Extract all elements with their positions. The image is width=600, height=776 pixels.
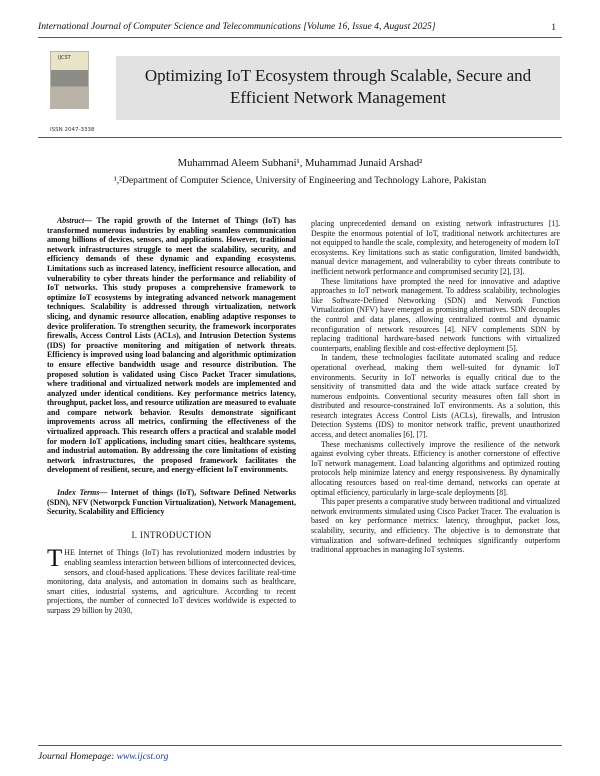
journal-footer: [38, 752, 168, 762]
intro-paragraph-2: These limitations have prompted the need for innovative and adaptive approaches to IoT network management. To address scalability, technologies like Software-Defined Networking (SDN) and Network Function Virtualization (NFV) have emerged as promising alternatives. SDN decouples the control and data planes, allowing centralized control and dynamic reconfiguration of network resources [4]. NFV complements SDN by replacing traditional hardware-based network functions with virtualized counterparts, enabling flexible and cost-effective deployment [5].: [311, 276, 560, 353]
cover-label: IJCST: [58, 55, 71, 61]
index-terms-text: Internet of things (IoT), Software Defined Networks (SDN), NFV (Networpck Function Virtualization), Network Management, Security, Scalability and Efficiency: [47, 488, 296, 517]
section-heading-introduction: I. INTRODUCTION: [131, 529, 212, 540]
intro-paragraph-1: [47, 545, 296, 615]
paper-title: Optimizing IoT Ecosystem through Scalable, Secure and Efficient Network Management: [144, 66, 532, 107]
journal-header: [38, 21, 560, 32]
footer-label: Journal Homepage:: [38, 752, 117, 762]
abstract-text: The rapid growth of the Internet of Things (IoT) has transformed numerous industries by enabling seamless communication among billions of devices, sensors, and applications. However, traditional network infrastructures struggle to meet the scalability, security, and efficiency demands of these dynamic and expanding ecosystems. Limitations such as increased latency, inefficient resource allocation, and vulnerability to cyber threats hinder the performance and reliability of IoT networks. This study proposes a comprehensive framework to optimize IoT ecosystems by integrating advanced network management techniques. Scalability is addressed through virtualization, network slicing, and dynamic resource allocation, enabling adaptive responses to device proliferation. To strengthen security, the framework incorporates firewalls, Access Control Lists (ACLs), and Intrusion Detection Systems (IDS) for proactive monitoring and mitigation of network threats. Efficiency is improved using load balancing and algorithmic optimization to ensure effective bandwidth usage and resource distribution. The proposed solution is validated using Cisco Packet Tracer simulations, where traditional and virtualized network models are implemented and analyzed under identical conditions. Key performance metrics latency, throughput, packet loss, and resource utilization are measured to evaluate and compare network behavior. Results demonstrate significant improvements across all metrics, confirming the effectiveness of the virtualized approach. This research offers a practical and scalable model for modern IoT applications, including smart cities, healthcare systems, and industrial automation. By addressing the core limitations of existing network infrastructures, the proposed framework facilitates the development of resilient, secure, and energy-efficient IoT environments.: [47, 216, 296, 475]
header-rule: [38, 37, 562, 38]
journal-homepage-link[interactable]: www.ijcst.org: [116, 752, 169, 762]
abstract-label: Abstract—: [57, 216, 93, 225]
intro-paragraph-5: This paper presents a comparative study between traditional and virtualized network environments simulated using Cisco Packet Tracer. The evaluation is based on key performance metrics: latency, throughput, packet loss, scalability, security, and efficiency. The objective is to demonstrate that virtualization and software-defined techniques significantly outperform traditional approaches in managing IoT systems.: [311, 497, 560, 555]
affiliation: ¹,²Department of Computer Science, University of Engineering and Technology Lahore, Pakistan: [113, 175, 487, 186]
index-terms: [47, 488, 296, 517]
journal-cover-image: [50, 51, 89, 109]
intro-paragraph-1-text: HE Internet of Things (IoT) has revolutionized modern industries by enabling seamless interaction between billions of interconnected devices, sensors, and cloud-based applications. These devices facilitate real-time monitoring, data analysis, and automation in domains such as healthcare, smart cities, industrial systems, and agriculture. According to recent projections, the number of connected IoT devices worldwide is expected to surpass 29 billion by 2030,: [47, 548, 296, 615]
journal-citation: International Journal of Computer Science and Telecommunications [Volume 16, Issue 4, August 2025]: [38, 21, 436, 32]
right-column: [311, 219, 560, 555]
intro-paragraph-1-continued: placing unprecedented demand on existing network infrastructures [1]. Despite the enormous potential of IoT, traditional network architectures are not equipped to handle the scale, complexity, and heterogeneity of modern IoT ecosystems. Key limitations such as static configuration, limited bandwidth, manual device management, and vulnerability to cyber threats contribute to inefficient network performance and compromised security [2], [3].: [311, 219, 560, 276]
index-terms-label: Index Terms—: [57, 488, 108, 498]
issn-label: ISSN 2047-3338: [50, 127, 95, 133]
intro-paragraph-4: These mechanisms collectively improve the resilience of the network against evolving cyber threats. Efficiency is another cornerstone of effective IoT network management. Load balancing algorithms and optimized routing protocols help minimize latency and energy responsiveness. By dynamically allocating resources based on real-time demand, networks can operate at optimal efficiency, particularly in large-scale deployments [8].: [311, 439, 560, 497]
footer-rule: [38, 745, 562, 746]
abstract: [47, 216, 296, 475]
page-number: 1: [551, 22, 556, 33]
drop-cap: T: [47, 545, 63, 573]
author-list: Muhammad Aleem Subhani¹, Muhammad Junaid Arshad²: [177, 158, 423, 169]
intro-paragraph-3: In tandem, these technologies facilitate automated scaling and reduce operational overhead, making them well-suited for dynamic IoT environments. Security in IoT networks is equally critical due to the sensitivity of transmitted data and the wide attack surface created by numerous endpoints. Conventional security measures often fall short in distributed and resource-constrained IoT environments. As a solution, this research integrates Access Control Lists (ACLs), firewalls, and Intrusion Detection Systems (IDS) to monitor network traffic, prevent unauthorized access, and detect anomalies [6], [7].: [311, 353, 560, 440]
left-column: [47, 216, 296, 616]
title-rule: [38, 137, 562, 138]
